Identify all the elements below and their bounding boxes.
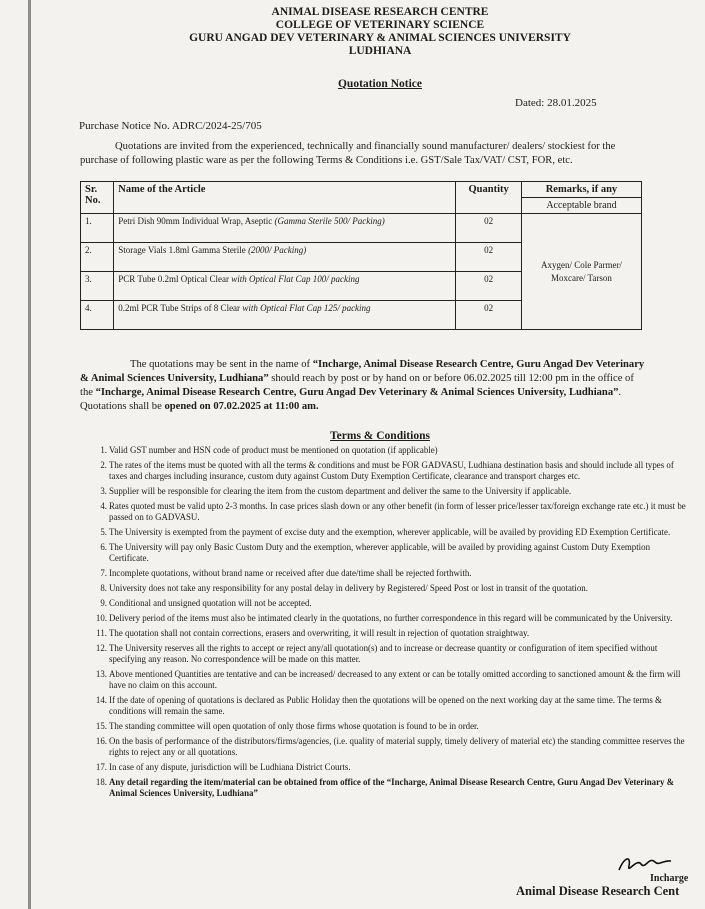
term-number: 5. [100, 527, 107, 537]
term-number: 10. [95, 613, 107, 623]
term-item [95, 598, 687, 609]
term-number: 1. [100, 445, 107, 455]
term-item [95, 613, 687, 624]
term-item [95, 669, 687, 691]
binding-edge [28, 0, 31, 909]
article-detail: with Optical Flat Cap 100/ packing [231, 274, 360, 284]
term-number: 16. [95, 736, 107, 746]
row-sr: 3. [81, 272, 114, 301]
header-remarks: Remarks, if any [521, 182, 641, 198]
term-item [95, 628, 687, 639]
term-text: The University reserves all the rights to accept or reject any/all quotation(s) and to increase or decrease quantity or configuration of item specified without specifying any reason. No correspondence will be made on this matter. [109, 643, 658, 664]
term-text: Delivery period of the items must also be intimated clearly in the quotations, no further correspondence in this regard will be communicated by the University. [109, 613, 673, 623]
term-item [95, 486, 687, 497]
term-text: The University is exempted from the payment of excise duty and the exemption, wherever applicable, will be availed by providing ED Exemption Certificate. [109, 527, 671, 537]
row-article [114, 243, 456, 272]
row-quantity: 02 [456, 272, 522, 301]
term-item [95, 542, 687, 564]
term-number: 2. [100, 460, 107, 470]
term-item [95, 762, 687, 773]
header-sr-no: Sr. No. [81, 182, 114, 214]
term-text: On the basis of performance of the distributors/firms/agencies, (i.e. quality of material supply, timely delivery of material etc) the standing committee reserves the rights to reject any or all quotations. [109, 736, 685, 757]
term-number: 11. [96, 628, 107, 638]
term-text: In case of any dispute, jurisdiction will be Ludhiana District Courts. [109, 762, 351, 772]
signature-label: Incharge [650, 873, 689, 884]
term-number: 4. [100, 501, 107, 511]
term-number: 14. [95, 695, 107, 705]
row-sr: 1. [81, 214, 114, 243]
term-number: 3. [100, 486, 107, 496]
term-item [95, 583, 687, 594]
term-item [95, 527, 687, 538]
term-number: 6. [100, 542, 107, 552]
para-text: The quotations may be sent in the name of [130, 359, 313, 370]
term-item [95, 460, 687, 482]
row-quantity: 02 [456, 301, 522, 330]
term-item [95, 445, 687, 456]
para-addressee: “Incharge, Animal Disease Research Centre, Guru Angad Dev Veterinary & Animal Sciences University, Ludhiana” [80, 359, 645, 384]
header-college: COLLEGE OF VETERINARY SCIENCE [275, 19, 485, 31]
term-text: Conditional and unsigned quotation will not be accepted. [109, 598, 312, 608]
term-text: Rates quoted must be valid upto 2-3 months. In case prices slash down or any other benefit (in form of lesser price/lesser tax/foreign exchange rate etc.) it must be passed on to GADVASU. [109, 501, 686, 522]
para-text: . Quotations shall be [80, 387, 622, 412]
term-number: 17. [95, 762, 107, 772]
term-item [95, 643, 687, 665]
term-number: 12. [95, 643, 107, 653]
term-item [95, 736, 687, 758]
table-header-row [81, 182, 642, 198]
row-quantity: 02 [456, 214, 522, 243]
term-text: If the date of opening of quotations is declared as Public Holiday then the quotations will be opened on the next working day at the same time. The terms & conditions will remain the same. [109, 695, 662, 716]
header-acceptable-brand: Acceptable brand [521, 198, 641, 214]
term-text: The quotation shall not contain corrections, erasers and overwriting, it will result in rejection of quotation straightway. [109, 628, 530, 638]
term-text: Supplier will be responsible for clearing the item from the custom department and deliver the same to the University if applicable. [109, 486, 572, 496]
terms-title: Terms & Conditions [330, 430, 430, 442]
article-name: Petri Dish 90mm Individual Wrap, Aseptic [118, 216, 273, 226]
row-article [114, 214, 456, 243]
header-article-name: Name of the Article [114, 182, 456, 214]
row-sr: 2. [81, 243, 114, 272]
term-number: 9. [100, 598, 107, 608]
table-row [81, 214, 642, 243]
article-detail: with Optical Flat Cap 125/ packing [242, 303, 371, 313]
term-text: Valid GST number and HSN code of product must be mentioned on quotation (if applicable) [109, 445, 438, 455]
term-item [95, 695, 687, 717]
term-text: The rates of the items must be quoted with all the terms & conditions and must be FOR GADVASU, Ludhiana destination basis and should include all types of taxes and charges including insurance, custom duty against Custom Duty Exemption Certificate, clearance and transport charges etc. [109, 460, 674, 481]
term-text: Any detail regarding the item/material can be obtained from office of the “Incharge, Animal Disease Research Centre, Guru Angad Dev Veterinary & Animal Sciences University, Ludhiana” [109, 777, 675, 798]
purchase-notice-number: Purchase Notice No. ADRC/2024-25/705 [79, 120, 262, 132]
article-detail: (2000/ Packing) [248, 245, 307, 255]
intro-paragraph: Quotations are invited from the experienced, technically and financially sound manufacturer/ dealers/ stockiest for the purchase of following plastic ware as per the following Terms & Conditions i.e. GST/Sale Tax/VAT/ CST, FOR, etc. [80, 141, 616, 166]
notice-title: Quotation Notice [337, 78, 422, 90]
term-item [95, 501, 687, 523]
term-item [95, 721, 687, 732]
row-article [114, 301, 456, 330]
article-name: PCR Tube 0.2ml Optical Clear [118, 274, 230, 284]
article-name: 0.2ml PCR Tube Strips of 8 Clear [118, 303, 241, 313]
term-number: 8. [100, 583, 107, 593]
term-item [95, 777, 687, 799]
term-text: Above mentioned Quantities are tentative and can be increased/ decreased to any extent or can be totally omitted according to sanctioned amount & the firm will have no claim on this account. [109, 669, 681, 690]
term-text: University does not take any responsibility for any postal delay in delivery by Registered/ Speed Post or lost in transit of the quotation. [109, 583, 588, 593]
acceptable-brands: Axygen/ Cole Parmer/ Moxcare/ Tarson [521, 214, 641, 330]
para-text: should reach by post or by hand on or before 06.02.2025 till 12:00 pm in the office of the [80, 373, 634, 398]
para-opening-date: opened on 07.02.2025 at 11:00 am. [164, 401, 319, 412]
items-table [80, 181, 642, 330]
term-number: 18. [95, 777, 107, 787]
term-text: The University will pay only Basic Custom Duty and the exemption, wherever applicable, will be availed by providing against Custom Duty Exemption Certificate. [109, 542, 651, 563]
term-item [95, 568, 687, 579]
article-name: Storage Vials 1.8ml Gamma Sterile [118, 245, 246, 255]
term-number: 13. [95, 669, 107, 679]
para-office: “Incharge, Animal Disease Research Centre, Guru Angad Dev Veterinary & Animal Sciences University, Ludhiana” [95, 387, 619, 398]
term-text: The standing committee will open quotation of only those firms whose quotation is found to be in order. [109, 721, 479, 731]
term-text: Incomplete quotations, without brand name or received after due date/time shall be rejected forthwith. [109, 568, 472, 578]
term-number: 15. [95, 721, 107, 731]
header-city: LUDHIANA [348, 45, 412, 57]
header-quantity: Quantity [456, 182, 522, 214]
footer-office-name: Animal Disease Research Cent [516, 884, 680, 898]
row-article [114, 272, 456, 301]
article-detail: (Gamma Sterile 500/ Packing) [274, 216, 385, 226]
row-quantity: 02 [456, 243, 522, 272]
submission-paragraph [80, 358, 648, 414]
header-centre: ANIMAL DISEASE RESEARCH CENTRE [271, 6, 489, 18]
terms-list [95, 445, 687, 803]
notice-date: Dated: 28.01.2025 [515, 97, 597, 109]
header-university: GURU ANGAD DEV VETERINARY & ANIMAL SCIENCES UNIVERSITY [189, 32, 571, 44]
row-sr: 4. [81, 301, 114, 330]
term-number: 7. [100, 568, 107, 578]
